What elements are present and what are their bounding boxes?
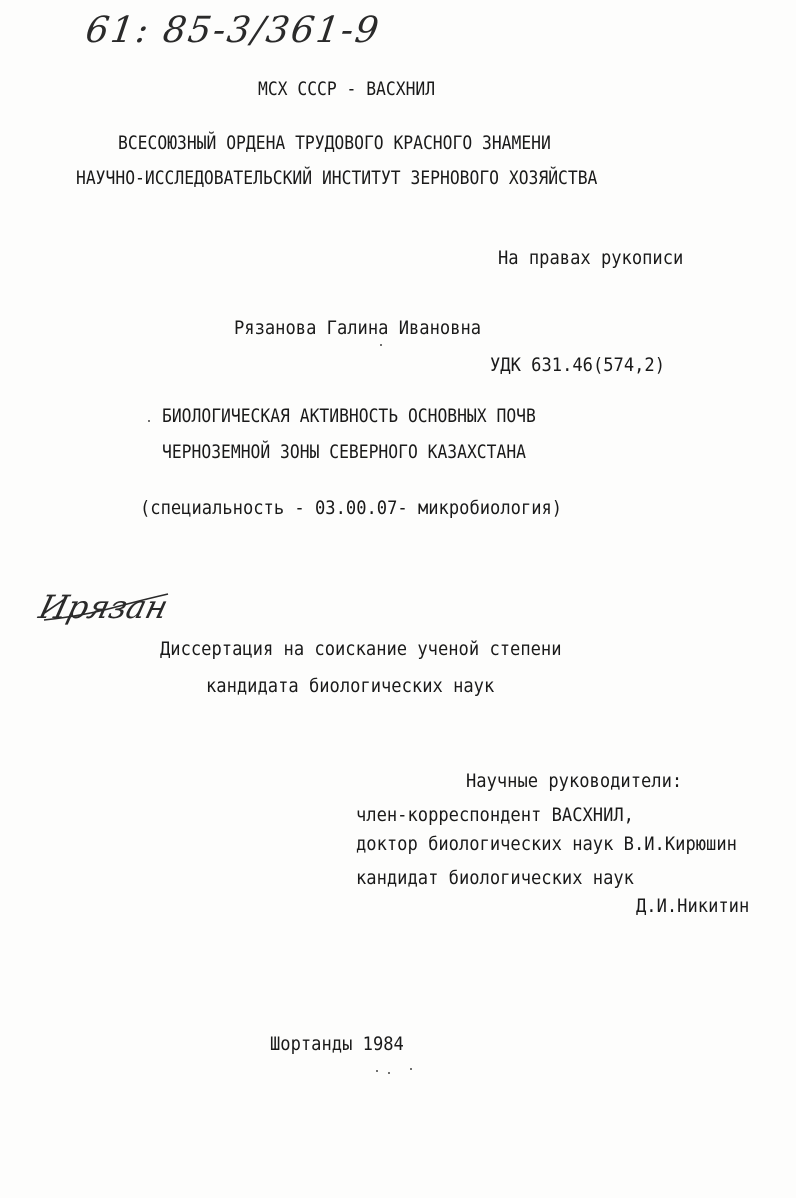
supervisor-1-line-1: член-корреспондент ВАСХНИЛ, — [356, 804, 634, 826]
dissertation-line-1: Диссертация на соискание ученой степени — [160, 638, 562, 660]
ink-speck — [410, 1068, 412, 1070]
ink-speck — [376, 1070, 378, 1072]
ministry-line: МСХ СССР - ВАСХНИЛ — [258, 78, 436, 100]
thesis-title-line-1: БИОЛОГИЧЕСКАЯ АКТИВНОСТЬ ОСНОВНЫХ ПОЧВ — [162, 405, 536, 427]
institute-line-2: НАУЧНО-ИССЛЕДОВАТЕЛЬСКИЙ ИНСТИТУТ ЗЕРНОВОГО ХОЗЯЙСТВА — [76, 167, 598, 189]
dissertation-line-2: кандидата биологических наук — [206, 675, 495, 697]
author-name: Рязанова Галина Ивановна — [234, 317, 482, 339]
ink-speck — [148, 420, 150, 422]
supervisor-1-line-2: доктор биологических наук В.И.Кирюшин — [356, 833, 737, 855]
signature: Ирязан — [35, 588, 172, 626]
udc-code: УДК 631.46(574,2) — [490, 354, 666, 376]
supervisor-2-line-1: кандидат биологических наук — [356, 867, 634, 889]
supervisor-2-line-2: Д.И.Никитин — [636, 895, 750, 917]
ink-speck — [380, 344, 382, 346]
institute-line-1: ВСЕСОЮЗНЫЙ ОРДЕНА ТРУДОВОГО КРАСНОГО ЗНАМЕНИ — [118, 132, 551, 154]
signature-stroke — [42, 586, 172, 626]
ink-speck — [388, 1072, 390, 1074]
rights-note: На правах рукописи — [498, 247, 684, 269]
specialty-line: (специальность - 03.00.07- микробиология) — [140, 497, 563, 519]
place-and-year: Шортанды 1984 — [270, 1033, 404, 1055]
supervisors-heading: Научные руководители: — [466, 770, 683, 792]
archive-mark: 61: 85-3/361-9 — [83, 10, 384, 51]
thesis-title-line-2: ЧЕРНОЗЕМНОЙ ЗОНЫ СЕВЕРНОГО КАЗАХСТАНА — [162, 441, 526, 463]
